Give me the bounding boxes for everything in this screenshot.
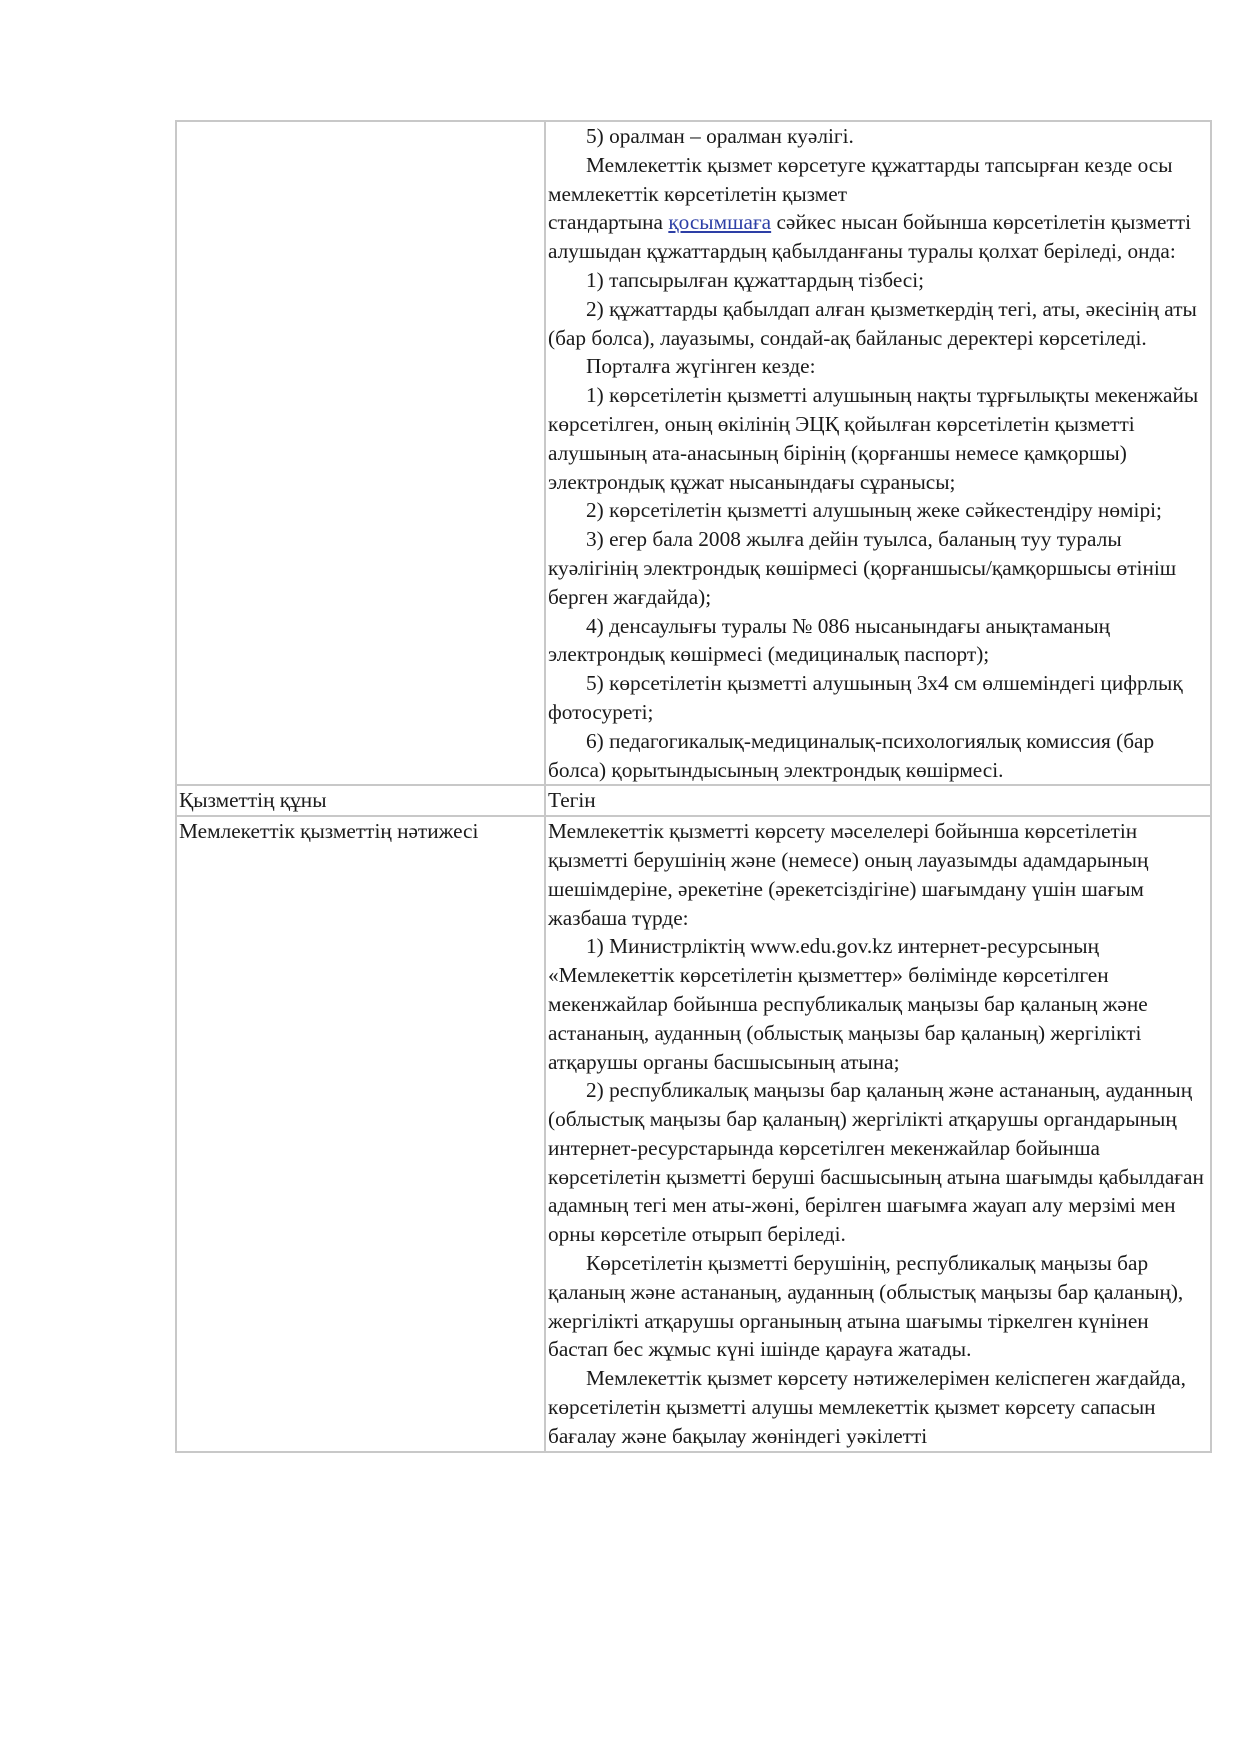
paragraph: 6) педагогикалық-медициналық-психологиялық комиссия (бар болса) қорытындысының электрондық көшірмесі. [548, 728, 1155, 782]
paragraph: 2) республикалық маңызы бар қаланың және астананың, ауданның (облыстық маңызы бар қаланың) жергілікті атқарушы органдарының интернет-ресурстарында көрсетілген мекенжайлар бойынша көрсетілетін қызметті беруші басшысының атына шағымды қабылдаған адамның тегі мен аты-жөні, берілген шағымға жауап алу мерзімі мен орны көрсетіле отырып беріледі. [548, 1078, 1204, 1247]
paragraph: Тегін [548, 788, 596, 813]
appendix-link[interactable]: қосымшаға [668, 210, 772, 235]
paragraph: 1) тапсырылған құжаттардың тізбесі; [586, 267, 925, 292]
paragraph: 2) құжаттарды қабылдап алған қызметкердің тегі, аты, әкесінің аты (бар болса), лауазымы, сондай-ақ байланыс деректері көрсетіледі. [548, 296, 1197, 350]
paragraph: 4) денсаулығы туралы № 086 нысанындағы анықтаманың электрондық көшірмесі (медициналық паспорт); [548, 613, 1111, 667]
paragraph: 5) көрсетілетін қызметті алушының 3х4 см өлшеміндегі цифрлық фотосуреті; [548, 671, 1183, 724]
row-content-documents [545, 121, 1211, 785]
table-row-documents [176, 121, 1211, 785]
paragraph: 5) оралман – оралман куәлігі. [586, 124, 854, 148]
paragraph-with-link [548, 208, 1210, 266]
paragraph: 2) көрсетілетін қызметті алушының жеке сәйкестендіру нөмірі; [586, 498, 1162, 523]
paragraph: Көрсетілетін қызметті берушінің, республикалық маңызы бар қаланың және астананың, ауданның (облыстық маңызы бар қаланың), жергілікті атқарушы органының атына шағымы тіркелген күнінен бастап бес жұмыс күні ішінде қарауға жатады. [548, 1251, 1184, 1362]
row-label-result: Мемлекеттік қызметтің нәтижесі [176, 816, 545, 1452]
paragraph-text: сәйкес нысан бойынша көрсетілетін қызметті алушыдан құжаттардың қабылданғаны туралы қолхат беріледі, онда: [548, 210, 1191, 264]
paragraph: Мемлекеттік қызметті көрсету мәселелері бойынша көрсетілетін қызметті берушінің және (немесе) оның лауазымды адамдарының шешімдеріне, әрекетіне (әрекетсіздігіне) шағымдану үшін шағым жазбаша түрде: [548, 819, 1149, 930]
paragraph: 1) Министрліктің www.edu.gov.kz интернет-ресурсының «Мемлекеттік көрсетілетін қызметтер» бөлімінде көрсетілген мекенжайлар бойынша республикалық маңызы бар қаланың және астананың, ауданның (облыстық маңызы бар қаланың) жергілікті атқарушы органы басшысының атына; [548, 934, 1148, 1074]
paragraph: Мемлекеттік қызмет көрсету нәтижелерімен келіспеген жағдайда, көрсетілетін қызметті алушы мемлекеттік қызмет көрсету сапасын бағалау және бақылау жөніндегі уәкілетті [548, 1366, 1186, 1448]
table-row-cost [176, 785, 1211, 816]
row-label-empty [176, 121, 545, 785]
paragraph-text: стандартына [548, 210, 669, 235]
row-content-cost [545, 785, 1211, 816]
paragraph: 1) көрсетілетін қызметті алушының нақты тұрғылықты мекенжайы көрсетілген, оның өкілінің ЭЦҚ қойылған көрсетілетін қызметті алушының ата-анасының бірінің (қорғаншы немесе қамқоршы) электрондық құжат нысанындағы сұранысы; [548, 383, 1199, 494]
row-label-cost: Қызметтің құны [176, 785, 545, 816]
row-content-result [545, 816, 1211, 1452]
table-row-result [176, 816, 1211, 1452]
service-standard-table [175, 120, 1212, 1453]
paragraph: Порталға жүгінген кезде: [586, 354, 816, 379]
paragraph: 3) егер бала 2008 жылға дейін туылса, баланың туу туралы куәлігінің электрондық көшірмесі (қорғаншысы/қамқоршысы өтініш берген жағдайда); [548, 527, 1177, 609]
paragraph: Мемлекеттік қызмет көрсетуге құжаттарды тапсырған кезде осы мемлекеттік көрсетілетін қызмет [548, 152, 1173, 206]
